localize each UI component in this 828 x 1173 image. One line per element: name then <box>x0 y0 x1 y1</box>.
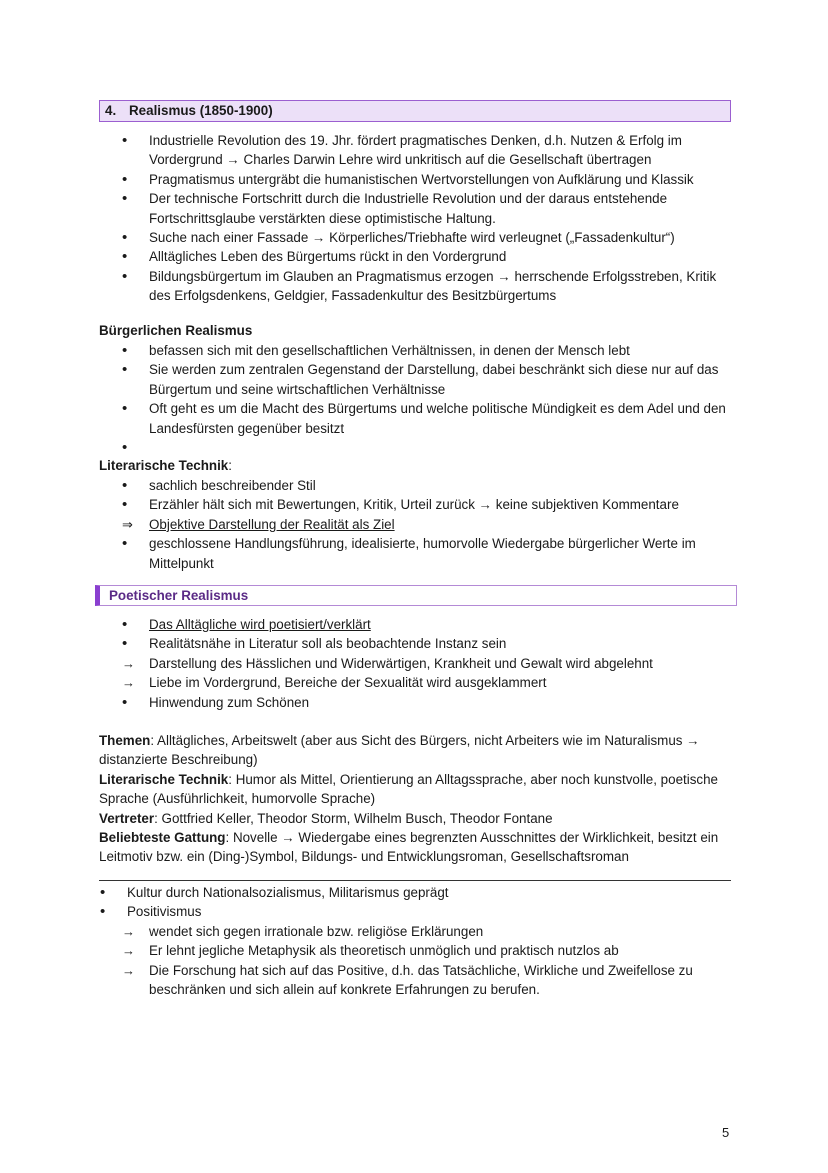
list-item: • Realitätsnähe in Literatur soll als beobachtende Instanz sein <box>122 634 732 653</box>
bullet-icon <box>122 495 149 514</box>
bullet-icon <box>122 693 149 712</box>
list-item: • Das Alltägliche wird poetisiert/verklärt <box>122 615 732 634</box>
section-title: Realismus (1850-1900) <box>129 103 273 118</box>
technik-title-line: Literarische Technik: <box>99 458 232 473</box>
list-item: • Industrielle Revolution des 19. Jhr. fördert pragmatisches Denken, d.h. Nutzen & Erfolg im Vordergrund → Charles Darwin Lehre wird unkritisch auf die Gesellschaft übertragen <box>122 131 732 170</box>
list-item: • Hinwendung zum Schönen <box>122 693 732 712</box>
intro-list <box>122 131 732 306</box>
divider <box>99 880 731 881</box>
poetisch-heading: Poetischer Realismus <box>95 585 737 606</box>
arrow-right-icon <box>122 922 149 941</box>
bullet-icon <box>122 438 149 457</box>
section-heading <box>99 100 731 122</box>
page-number: 5 <box>722 1125 730 1140</box>
buergerlich-title: Bürgerlichen Realismus <box>99 323 253 338</box>
bullet-icon <box>122 131 149 150</box>
list-item: → Darstellung des Hässlichen und Widerwärtigen, Krankheit und Gewalt wird abgelehnt <box>122 654 732 673</box>
bullet-icon <box>122 247 149 266</box>
bullet-icon <box>100 883 127 902</box>
list-item <box>122 438 732 457</box>
arrow-right-icon <box>122 673 149 692</box>
bullet-icon <box>122 228 149 247</box>
bullet-icon <box>122 360 149 379</box>
list-item: ⇒ Objektive Darstellung der Realität als Ziel <box>122 515 732 534</box>
themen-line: Themen: Alltägliches, Arbeitswelt (aber aus Sicht des Bürgers, nicht Arbeiters wie im Naturalismus → distanzierte Beschreibung) <box>99 733 700 768</box>
bullet-icon <box>122 476 149 495</box>
bullet-icon <box>122 170 149 189</box>
arrow-right-icon <box>122 941 149 960</box>
poetisch-list <box>122 615 732 712</box>
list-item: • befassen sich mit den gesellschaftlichen Verhältnissen, in denen der Mensch lebt <box>122 341 732 360</box>
buergerlich-list <box>122 341 732 457</box>
arrow-right-icon <box>122 961 149 980</box>
arrow-right-icon <box>122 654 149 673</box>
list-item: • Sie werden zum zentralen Gegenstand der Darstellung, dabei beschränkt sich diese nur auf das Bürgertum und seine wirtschaftlichen Verhältnisse <box>122 360 732 399</box>
technik-line: Literarische Technik: Humor als Mittel, Orientierung an Alltagssprache, aber noch kunstvolle, poetische Sprache (Ausführlichkeit, humorvolle Sprache) <box>99 771 719 807</box>
bullet-icon <box>122 534 149 553</box>
details-block <box>99 731 735 867</box>
bullet-icon <box>100 902 127 921</box>
implies-arrow-icon <box>122 515 149 534</box>
list-item: • Erzähler hält sich mit Bewertungen, Kritik, Urteil zurück → keine subjektiven Kommentare <box>122 495 732 514</box>
list-item: • Bildungsbürgertum im Glauben an Pragmatismus erzogen → herrschende Erfolgsstreben, Kritik des Erfolgsdenkens, Geldgier, Fassadenkultur des Besitzbürgertums <box>122 267 732 306</box>
list-item: • Oft geht es um die Macht des Bürgertums und welche politische Mündigkeit es dem Adel und den Landesfürsten gegenüber besitzt <box>122 399 732 438</box>
bullet-icon <box>122 189 149 208</box>
bullet-icon <box>122 267 149 286</box>
list-item: → Liebe im Vordergrund, Bereiche der Sexualität wird ausgeklammert <box>122 673 732 692</box>
gattung-line: Beliebteste Gattung: Novelle → Wiedergabe eines begrenzten Ausschnittes der Wirklichkeit, besitzt ein Leitmotiv bzw. ein (Ding-)Symbol, Bildungs- und Entwicklungsroman, Gesellschaftsroman <box>99 830 719 865</box>
list-item: → Er lehnt jegliche Metaphysik als theoretisch unmöglich und praktisch nutzlos ab <box>122 941 732 960</box>
bullet-icon <box>122 634 149 653</box>
list-item: • Pragmatismus untergräbt die humanistischen Wertvorstellungen von Aufklärung und Klassik <box>122 170 732 189</box>
kultur-list <box>100 883 730 922</box>
technik-title: Literarische Technik <box>99 458 229 473</box>
list-item: • geschlossene Handlungsführung, idealisierte, humorvolle Wiedergabe bürgerlicher Werte im Mittelpunkt <box>122 534 732 573</box>
section-number: 4. <box>105 103 117 118</box>
list-item: • sachlich beschreibender Stil <box>122 476 732 495</box>
positivismus-list <box>122 922 732 1000</box>
list-item: • Kultur durch Nationalsozialismus, Militarismus geprägt <box>100 883 730 902</box>
list-item: • Suche nach einer Fassade → Körperliches/Triebhafte wird verleugnet („Fassadenkultur“) <box>122 228 732 247</box>
list-item: → wendet sich gegen irrationale bzw. religiöse Erklärungen <box>122 922 732 941</box>
bullet-icon <box>122 341 149 360</box>
bullet-icon <box>122 615 149 634</box>
vertreter-line: Vertreter: Gottfried Keller, Theodor Storm, Wilhelm Busch, Theodor Fontane <box>99 810 553 826</box>
list-item: → Die Forschung hat sich auf das Positive, d.h. das Tatsächliche, Wirkliche und Zweifellose zu beschränken und sich allein auf konkrete Erfahrungen zu berufen. <box>122 961 732 1000</box>
list-item: • Der technische Fortschritt durch die Industrielle Revolution und der daraus entstehende Fortschrittsglaube verstärkten diese optimistische Haltung. <box>122 189 732 228</box>
technik-list <box>122 476 732 573</box>
list-item: • Alltägliches Leben des Bürgertums rückt in den Vordergrund <box>122 247 732 266</box>
bullet-icon <box>122 399 149 418</box>
list-item: • Positivismus <box>100 902 730 921</box>
